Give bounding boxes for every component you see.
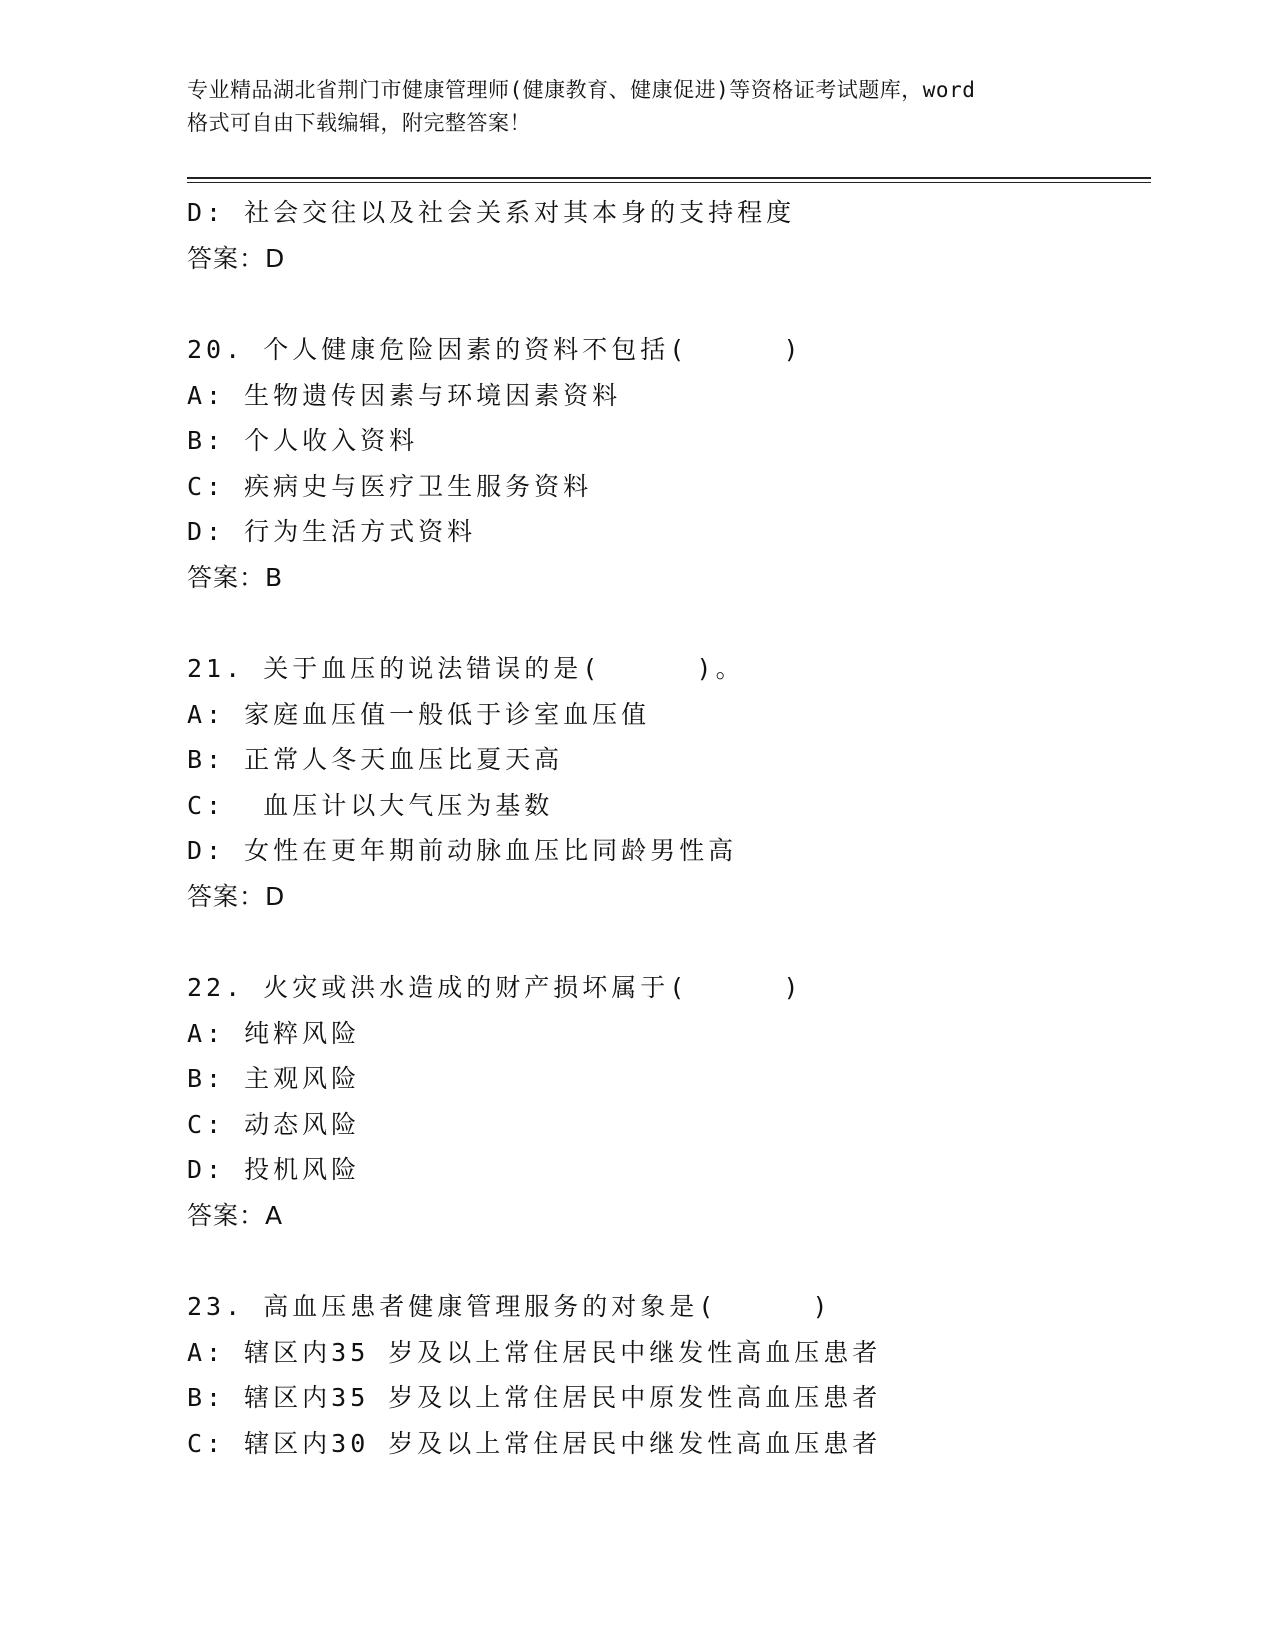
document-header [187, 74, 1097, 140]
option-b: B: 个人收入资料 [187, 426, 419, 455]
question-23 [187, 1284, 1151, 1466]
option-b: B: 正常人冬天血压比夏天高 [187, 745, 564, 774]
spacer [187, 1238, 1151, 1284]
question-20 [187, 327, 1151, 600]
answer: 答案：B [187, 562, 284, 592]
option-c: C: 血压计以大气压为基数 [187, 790, 554, 820]
option-a: A: 纯粹风险 [187, 1018, 361, 1048]
header-line-1: 专业精品湖北省荆门市健康管理师(健康教育、健康促进)等资格证考试题库，word [187, 78, 976, 102]
spacer [187, 600, 1151, 646]
answer: 答案：A [187, 1200, 284, 1230]
header-divider-thin [187, 182, 1151, 183]
question-21 [187, 646, 1151, 919]
option-d: D: 行为生活方式资料 [187, 517, 477, 546]
question-stem: 20. 个人健康危险因素的资料不包括( ) [187, 335, 803, 364]
question-22 [187, 965, 1151, 1238]
option-c: C: 疾病史与医疗卫生服务资料 [187, 471, 593, 501]
option-b: B: 主观风险 [187, 1064, 361, 1093]
option-b: B: 辖区内35 岁及以上常住居民中原发性高血压患者 [187, 1383, 882, 1412]
option-c: C: 动态风险 [187, 1109, 361, 1139]
header-line-2: 格式可自由下载编辑，附完整答案！ [187, 111, 531, 135]
option-d: D: 女性在更年期前动脉血压比同龄男性高 [187, 836, 738, 865]
option-a: A: 辖区内35 岁及以上常住居民中继发性高血压患者 [187, 1337, 882, 1367]
carry-over-option-d: D: 社会交往以及社会关系对其本身的支持程度 [187, 198, 796, 227]
question-content [187, 190, 1151, 1466]
spacer [187, 919, 1151, 965]
option-c: C: 辖区内30 岁及以上常住居民中继发性高血压患者 [187, 1428, 882, 1458]
spacer [187, 281, 1151, 327]
header-divider-thick [187, 177, 1151, 179]
option-a: A: 家庭血压值一般低于诊室血压值 [187, 699, 651, 729]
question-stem: 21. 关于血压的说法错误的是( )。 [187, 654, 745, 683]
option-d: D: 投机风险 [187, 1155, 361, 1184]
question-stem: 22. 火灾或洪水造成的财产损坏属于( ) [187, 973, 803, 1002]
option-a: A: 生物遗传因素与环境因素资料 [187, 380, 622, 410]
answer: 答案：D [187, 881, 286, 911]
question-stem: 23. 高血压患者健康管理服务的对象是( ) [187, 1292, 832, 1321]
carry-over-answer: 答案：D [187, 243, 286, 273]
